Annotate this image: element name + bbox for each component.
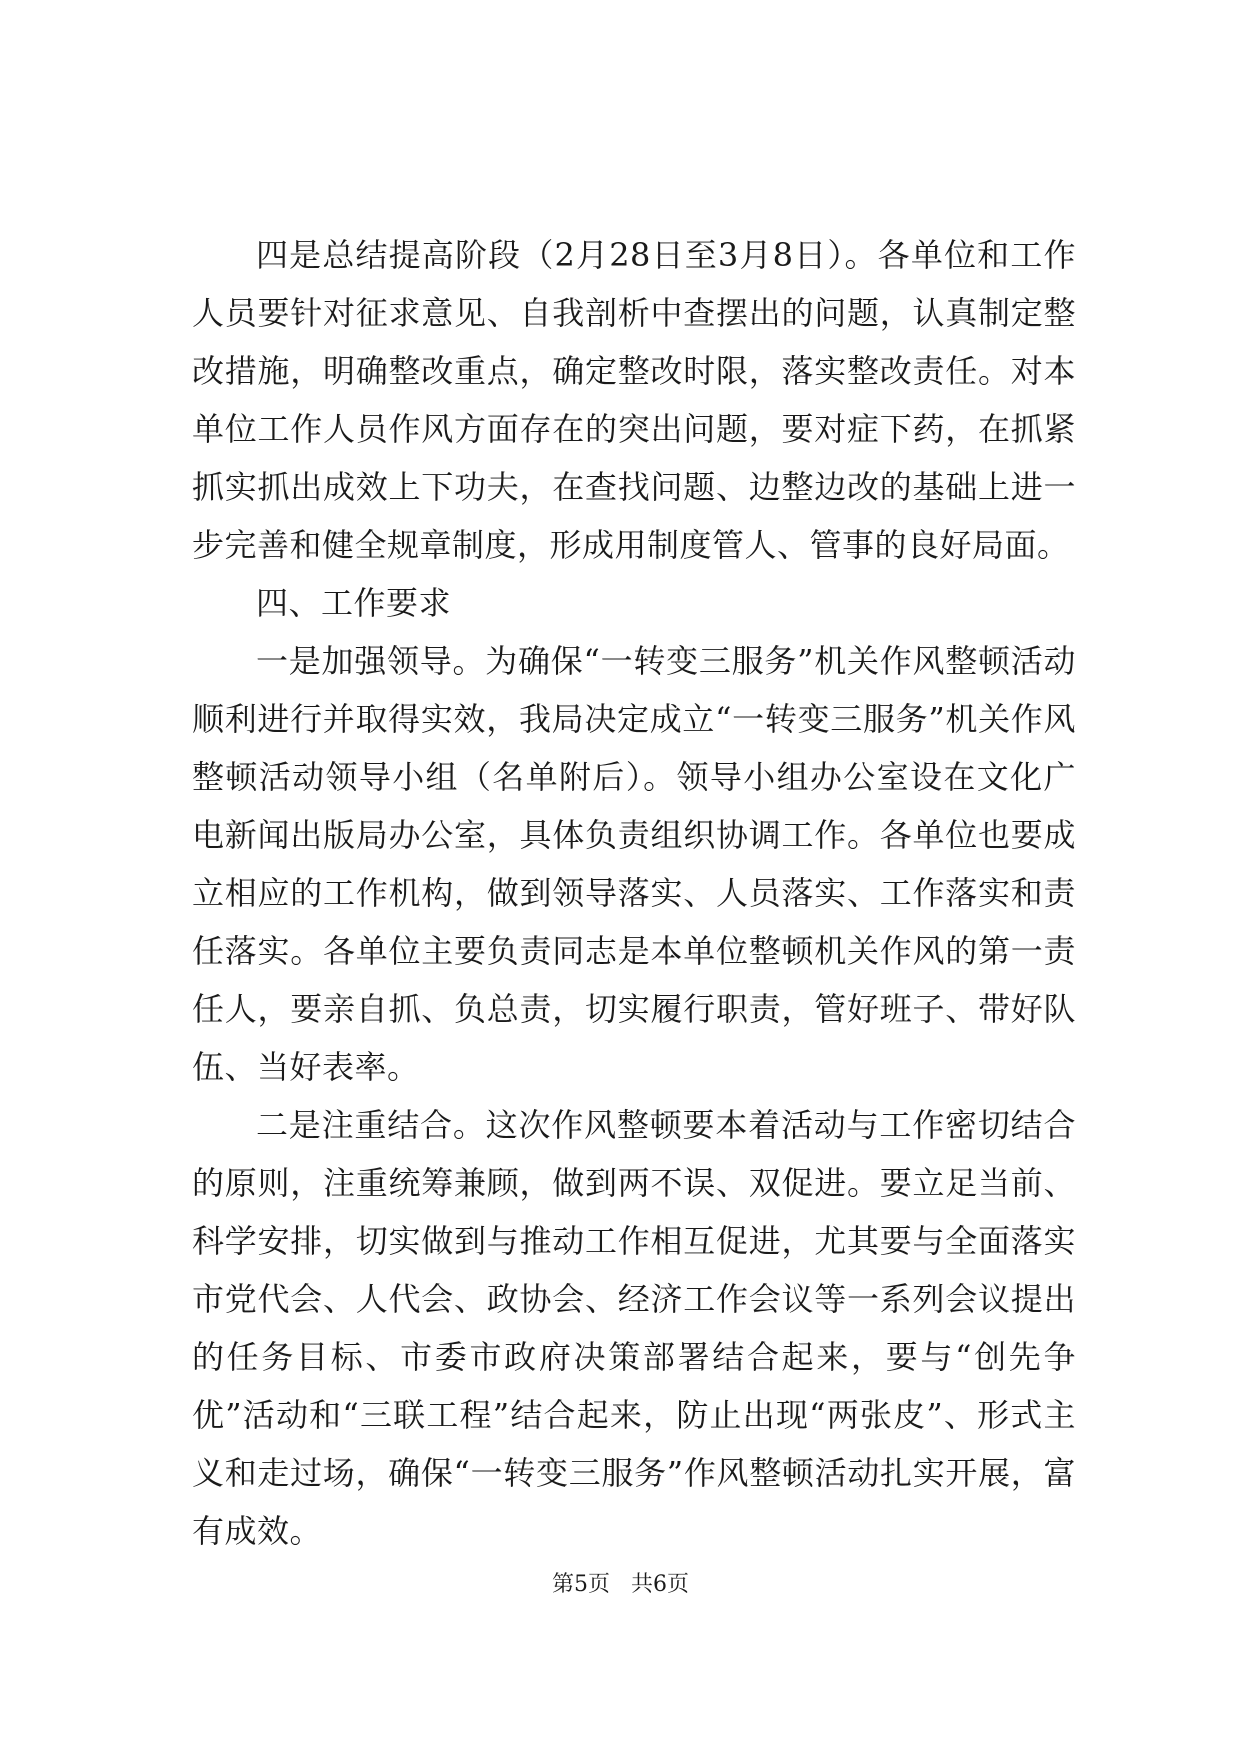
section-heading-work-requirements: 四、工作要求 xyxy=(256,584,452,622)
document-body xyxy=(192,226,1076,1560)
page-total: 共6页 xyxy=(631,1572,689,1597)
paragraph-summary-stage: 四是总结提高阶段（2月28日至3月8日）。各单位和工作人员要针对征求意见、自我剖析中查摆出的问题，认真制定整改措施，明确整改重点，确定整改时限，落实整改责任。对本单位工作人员作风方面存在的突出问题，要对症下药，在抓紧抓实抓出成效上下功夫，在查找问题、边整边改的基础上进一步完善和健全规章制度，形成用制度管人、管事的良好局面。 xyxy=(192,236,1076,564)
paragraph-strengthen-leadership: 一是加强领导。为确保“一转变三服务”机关作风整顿活动顺利进行并取得实效，我局决定成立“一转变三服务”机关作风整顿活动领导小组（名单附后）。领导小组办公室设在文化广电新闻出版局办公室，具体负责组织协调工作。各单位也要成立相应的工作机构，做到领导落实、人员落实、工作落实和责任落实。各单位主要负责同志是本单位整顿机关作风的第一责任人，要亲自抓、负总责，切实履行职责，管好班子、带好队伍、当好表率。 xyxy=(192,642,1076,1086)
paragraph-emphasize-integration: 二是注重结合。这次作风整顿要本着活动与工作密切结合的原则，注重统筹兼顾，做到两不误、双促进。要立足当前、科学安排，切实做到与推动工作相互促进，尤其要与全面落实市党代会、人代会、政协会、经济工作会议等一系列会议提出的任务目标、市委市政府决策部署结合起来，要与“创先争优”活动和“三联工程”结合起来，防止出现“两张皮”、形式主义和走过场，确保“一转变三服务”作风整顿活动扎实开展，富有成效。 xyxy=(192,1106,1076,1550)
page-footer xyxy=(0,1570,1241,1600)
page-number: 第5页 xyxy=(552,1572,610,1597)
